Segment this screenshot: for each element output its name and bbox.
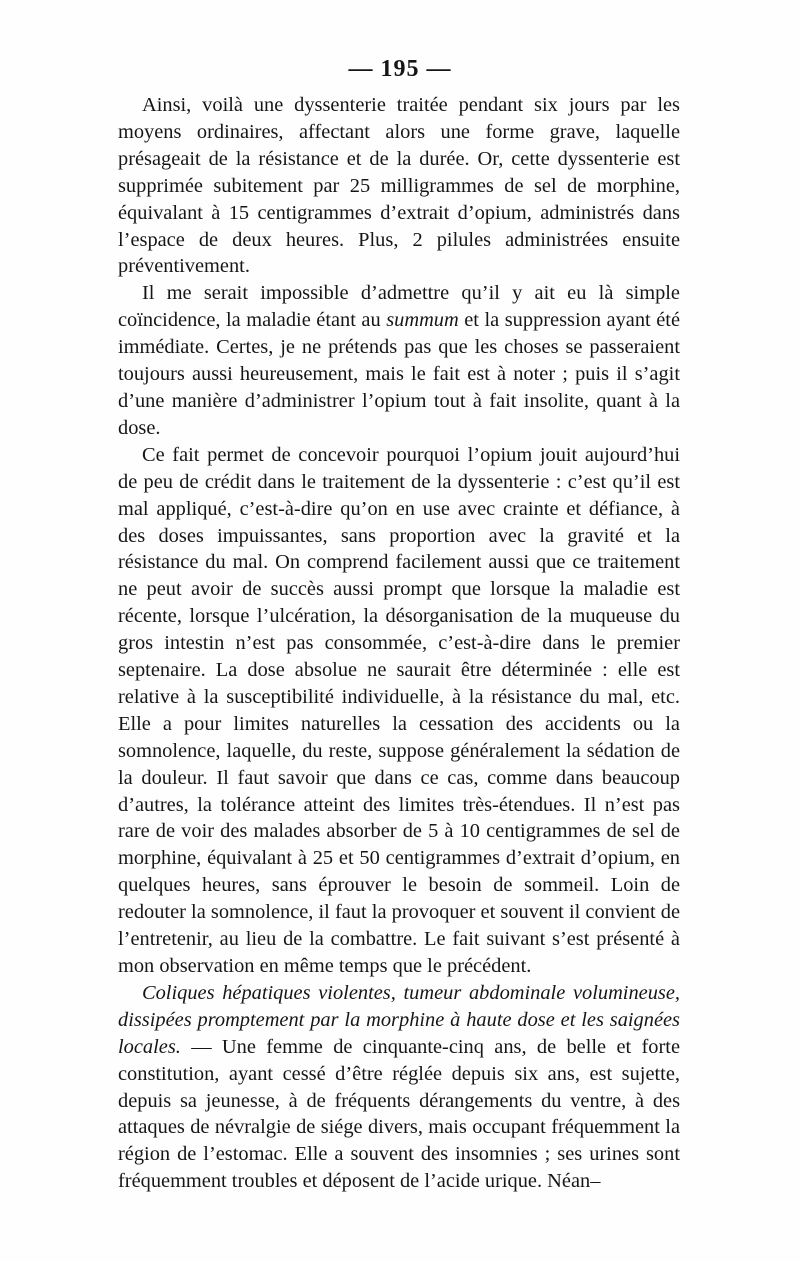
paragraph-2-text-start: Il me serait impossible d’admettre qu’il y ait eu là simple coïncidence, la maladie étant au [118,282,680,332]
case-heading: Coliques hépatiques violentes, tumeur abdominale volumineuse, dissipées promptement par la morphine à haute dose et les saignées locales. [118,981,680,1058]
page-number: — 195 — [348,56,452,82]
paragraph-2 [118,280,680,441]
paragraph-2-text-end: et la suppression ayant été immédiate. Certes, je ne prétends pas que les choses se passeraient toujours aussi heureusement, mais le fait est à noter ; puis il s’agit d’une manière d’administrer l’opium tout à fait insolite, quant à la dose. [118,309,680,439]
body-text [118,92,680,1195]
latin-term-summum: summum [386,309,459,332]
case-description: — Une femme de cinquante-cinq ans, de belle et forte constitution, ayant cessé d’être réglée depuis six ans, est sujette, depuis sa jeunesse, à de fréquents dérangements du ventre, à des attaques de névralgie de siége divers, mais occupant fréquemment la région de l’estomac. Elle a souvent des insomnies ; ses urines sont fréquemment troubles et déposent de l’acide urique. Néan– [118,1035,680,1193]
paragraph-1: Ainsi, voilà une dyssenterie traitée pendant six jours par les moyens ordinaires, affectant alors une forme grave, laquelle présageait de la résistance et de la durée. Or, cette dyssenterie est supprimée subitement par 25 milligrammes de sel de morphine, équivalant à 15 centigrammes d’extrait d’opium, administrés dans l’espace de deux heures. Plus, 2 pilules administrées ensuite préventivement. [118,94,680,278]
paragraph-3: Ce fait permet de concevoir pourquoi l’opium jouit aujourd’hui de peu de crédit dans le traitement de la dyssenterie : c’est qu’il est mal appliqué, c’est-à-dire qu’on en use avec crainte et défiance, à des doses impuissantes, sans proportion avec la gravité et la résistance du mal. On comprend facilement aussi que ce traitement ne peut avoir de succès aussi prompt que lorsque la maladie est récente, lorsque l’ulcération, la désorganisation de la muqueuse du gros intestin n’est pas consommée, c’est-à-dire dans le premier septenaire. La dose absolue ne saurait être déterminée : elle est relative à la susceptibilité individuelle, à la résistance du mal, etc. Elle a pour limites naturelles la cessation des accidents ou la somnolence, laquelle, du reste, suppose généralement la sédation de la douleur. Il faut savoir que dans ce cas, comme dans beaucoup d’autres, la tolérance atteint des limites très-étendues. Il n’est pas rare de voir des malades absorber de 5 à 10 centigrammes de sel de morphine, équivalant à 25 et 50 centigrammes d’extrait d’opium, en quelques heures, sans éprouver le besoin de sommeil. Loin de redouter la somnolence, il faut la provoquer et souvent il convient de l’entretenir, au lieu de la combattre. Le fait suivant s’est présenté à mon observation en même temps que le précédent. [118,443,680,977]
paragraph-4 [118,980,680,1195]
